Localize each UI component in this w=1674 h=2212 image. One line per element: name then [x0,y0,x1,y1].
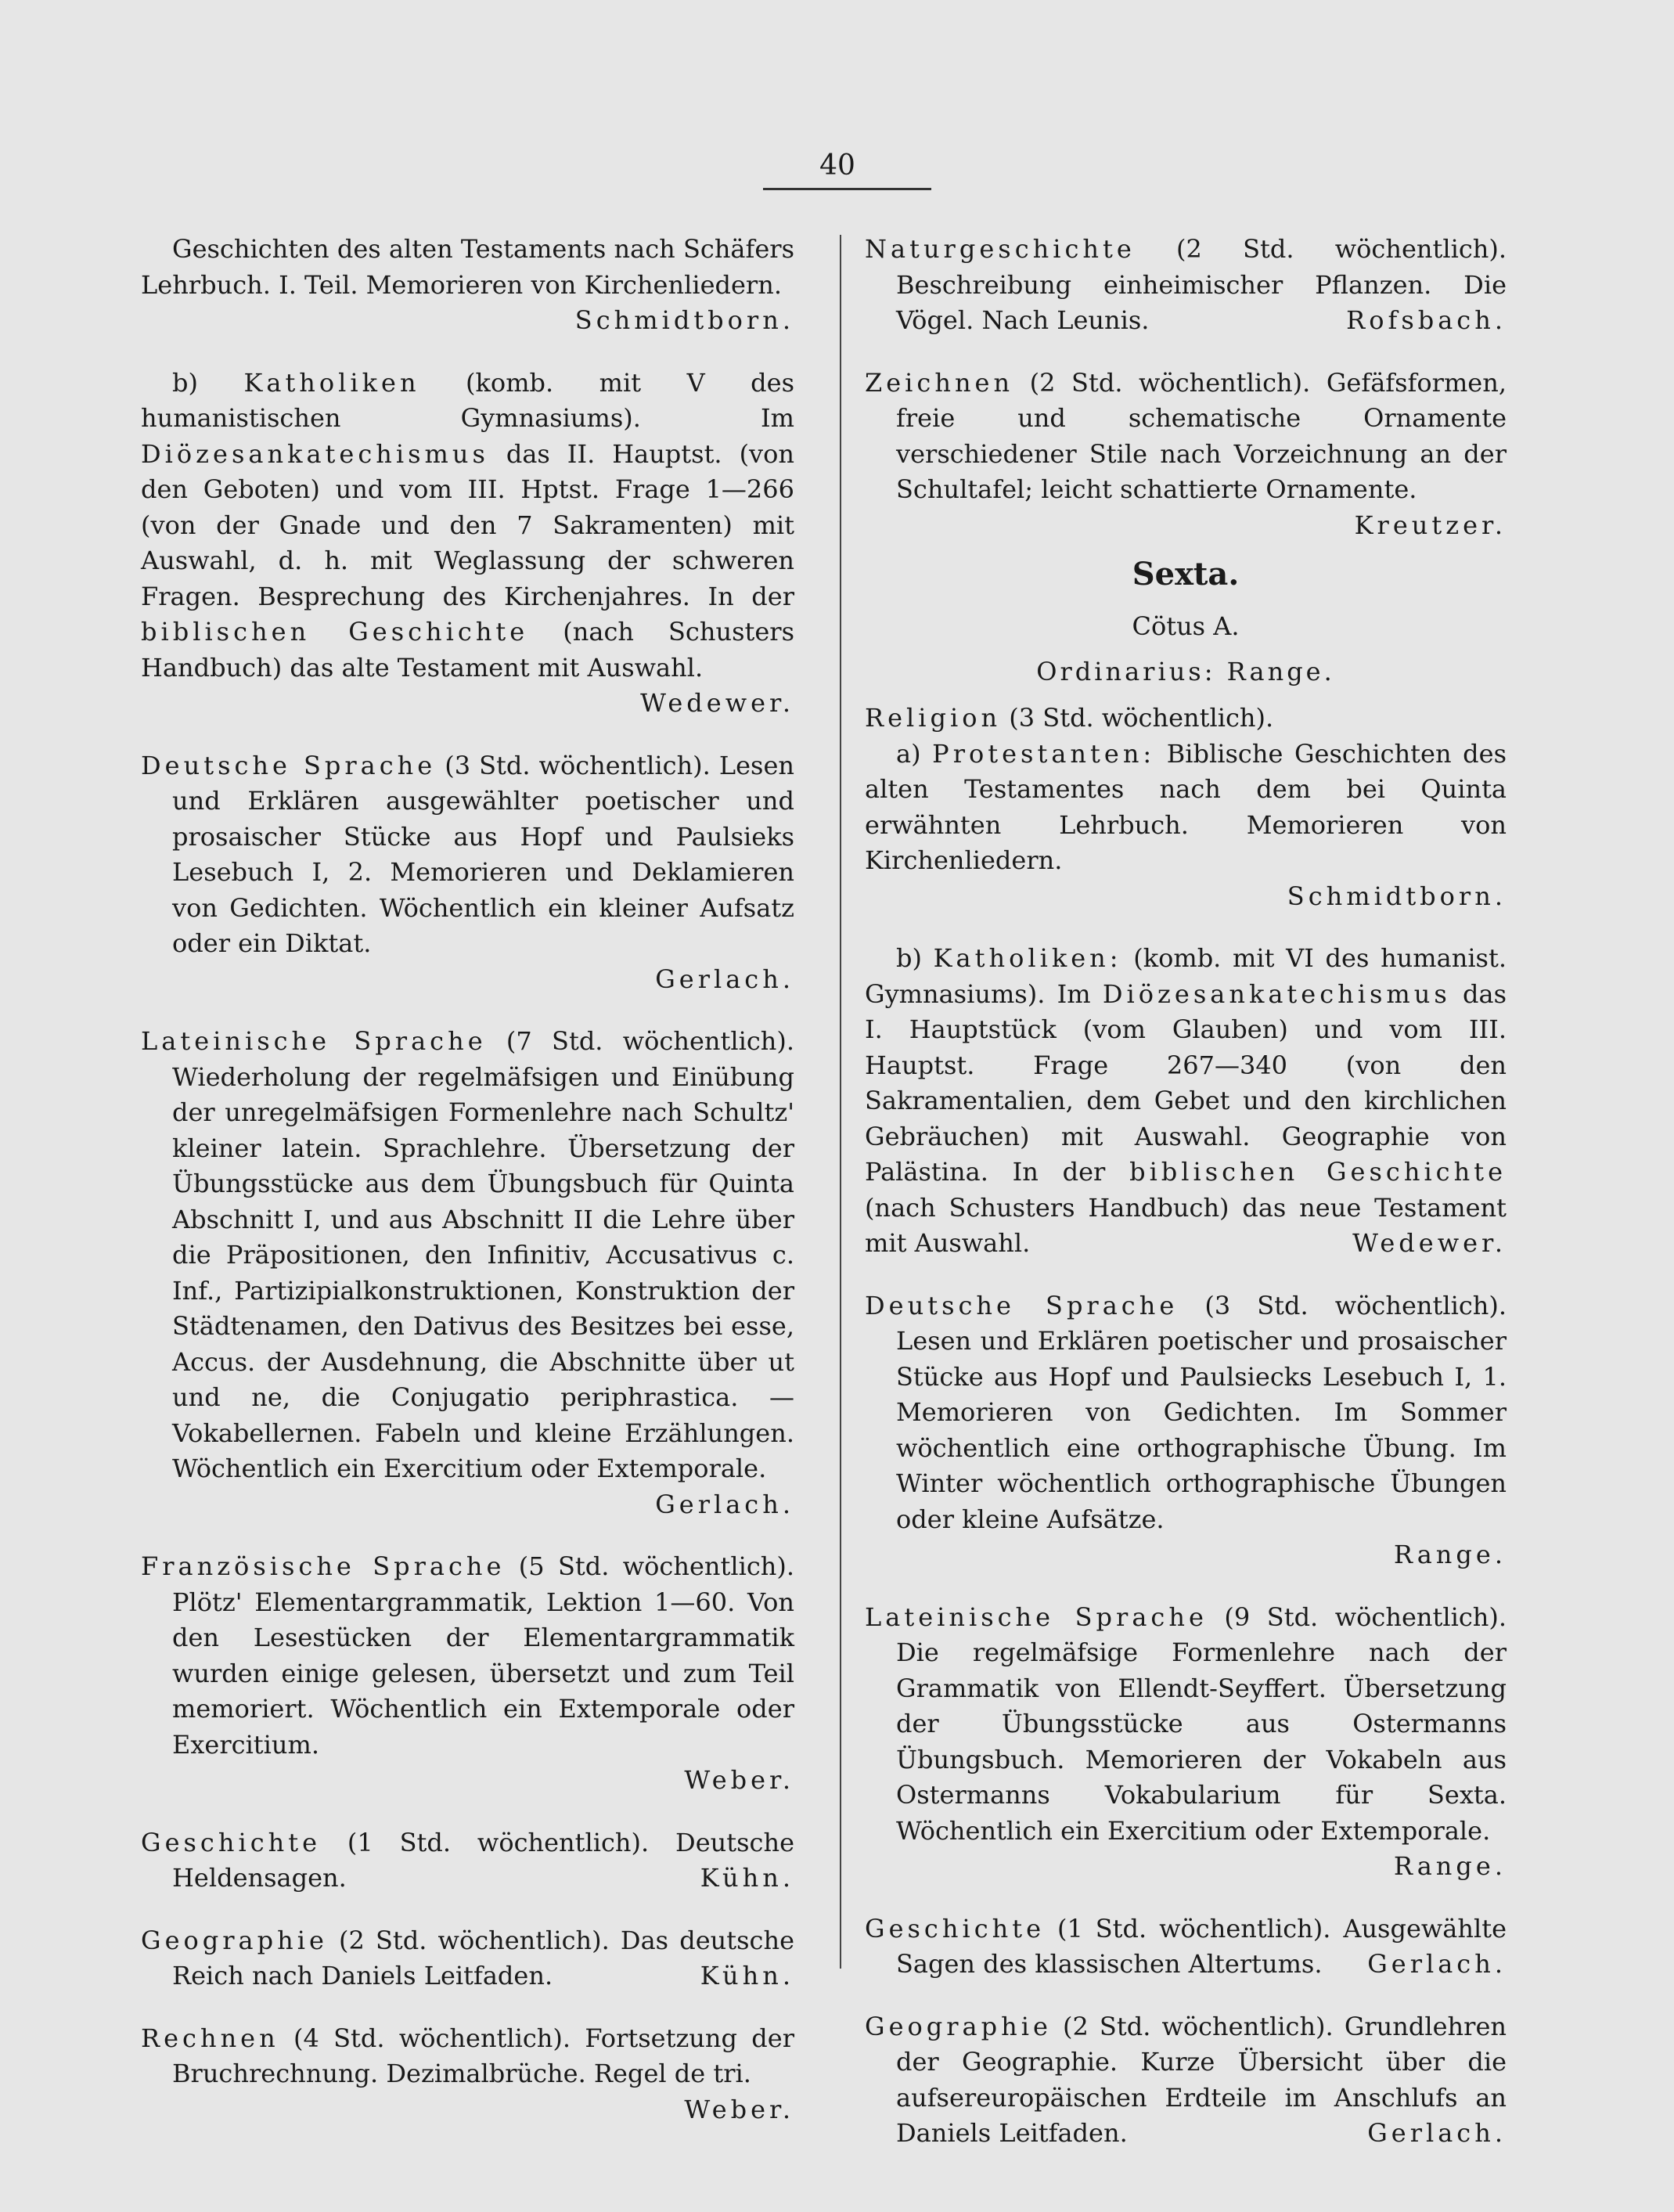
left-geographie-text: (2 Std. wöchentlich). Das deutsche Reich nach Daniels Leitfaden. [172,1925,794,1990]
right-protestanten-paragraph [865,737,1507,915]
right-zeichnen-heading: Zeichnen [865,367,1014,398]
right-geschichte-heading: Geschichte [865,1913,1046,1944]
left-katholiken-text-2: das II. Hauptst. (von den Geboten) und vom III. Hptst. Frage 1—266 (von der Gnade und den 7 Sakramenten) mit Auswahl, d. h. mit Weglassung der schweren Fragen. Besprechung des Kirchenjahres. In der [141,438,794,611]
right-katholiken-text-1: (komb. mit VI des humanist. Gymnasiums). Im [865,943,1507,1009]
left-geschichte-text: (1 Std. wöchentlich). Deutsche Heldensagen. [172,1827,794,1893]
right-religion-paragraph [865,701,1507,737]
left-geschichte-heading: Geschichte [141,1827,322,1857]
right-natur-signature: Rofsbach. [1346,305,1507,335]
right-natur-paragraph [865,232,1507,339]
left-franz-text: (5 Std. wöchentlich). Plötz' Elementargrammatik, Lektion 1—60. Von den Lesestücken der Elementargrammatik wurden einige gelesen, übersetzt und zum Teil memoriert. Wöchentlich ein Extemporale oder Exercitium. [172,1551,795,1760]
left-katholiken-paragraph [141,366,794,722]
left-geographie-paragraph [141,1923,794,1994]
right-katholiken-term: Diözesankatechismus [1102,978,1451,1009]
right-katholiken-text-2: das I. Hauptstück (vom Glauben) und vom III. Hauptst. Frage 267—340 (von den Sakramentalien, dem Gebet und den kirchlichen Gebräuchen) mit Auswahl. Geographie von Palästina. In der [865,978,1507,1187]
left-deutsch-signature: Gerlach. [655,964,794,994]
left-katholiken-heading: Katholiken [243,367,420,398]
left-latein-signature: Gerlach. [655,1489,794,1519]
right-katholiken-signature: Wedewer. [1352,1228,1507,1258]
right-protestanten-heading: Protestanten: [932,738,1156,769]
right-zeichnen-text: (2 Std. wöchentlich). Gefäfsformen, freie und schematische Ornamente verschiedener Stile nach Vorzeichnung an der Schultafel; leicht schattierte Ornamente. [896,367,1507,504]
left-katholiken-text-1: (komb. mit V des humanistischen Gymnasiums). Im [141,367,795,433]
right-geographie-signature: Gerlach. [1367,2118,1507,2148]
left-rechnen-text: (4 Std. wöchentlich). Fortsetzung der Bruchrechnung. Dezimalbrüche. Regel de tri. [172,2023,794,2088]
right-religion-heading: Religion [865,703,1002,733]
left-katholiken-signature: Wedewer. [640,688,794,718]
right-natur-heading: Naturgeschichte [865,234,1136,264]
left-katholiken-text-3: (nach Schusters Handbuch) das alte Testament mit Auswahl. [141,617,795,683]
left-deutsch-paragraph [141,748,794,998]
right-latein-paragraph [865,1600,1507,1885]
right-latein-text: (9 Std. wöchentlich). Die regelmäfsige Formenlehre nach der Grammatik von Ellendt-Seyffert. Übersetzung der Übungsstücke aus Ostermanns Übungsbuch. Memorieren der Vokabeln aus Ostermanns Vokabularium für Sexta. Wöchentlich ein Exercitium oder Extemporale. [896,1601,1507,1846]
right-katholiken-text-3: (nach Schusters Handbuch) das neue Testament mit Auswahl. [865,1192,1507,1258]
left-geographie-heading: Geographie [141,1925,328,1955]
right-protestanten-signature: Schmidtborn. [1287,881,1507,911]
page-number: 40 [819,150,855,182]
page-number-rule [763,188,931,190]
right-latein-signature: Range. [1393,1851,1507,1881]
left-continuation-text: Geschichten des alten Testaments nach Schäfers Lehrbuch. I. Teil. Memorieren von Kirchenliedern. [141,234,794,300]
right-natur-text: (2 Std. wöchentlich). Beschreibung einheimischer Pflanzen. Die Vögel. Nach Leunis. [896,234,1507,335]
left-franz-paragraph [141,1549,794,1799]
left-latein-text: (7 Std. wöchentlich). Wiederholung der regelmäfsigen und Einübung der unregelmäfsigen Formenlehre nach Schultz' kleiner latein. Sprachlehre. Übersetzung der Übungsstücke aus dem Übungsbuch für Quinta Abschnitt I, und aus Abschnitt II die Lehre über die Präpositionen, den Infinitiv, Accusativus c. Inf., Partizipialkonstruktionen, Konstruktion der Städtenamen, den Dativus des Besitzes bei esse, Accus. der Ausdehnung, die Abschnitte über ut und ne, die Conjugatio periphrastica. — Vokabellernen. Fabeln und kleine Erzählungen. Wöchentlich ein Exercitium oder Extemporale. [172,1026,794,1483]
left-column [141,232,794,2127]
right-zeichnen-paragraph [865,366,1507,544]
right-geschichte-signature: Gerlach. [1367,1949,1507,1979]
left-franz-signature: Weber. [684,1765,794,1795]
left-rechnen-paragraph [141,2021,794,2128]
left-rechnen-heading: Rechnen [141,2023,279,2053]
section-title: Sexta. [1132,556,1240,593]
right-protestanten-text: Biblische Geschichten des alten Testamentes nach dem bei Quinta erwähnten Lehrbuch. Memorieren von Kirchenliedern. [865,738,1507,875]
left-continuation-paragraph [141,232,794,339]
left-franz-heading: Französische Sprache [141,1551,506,1581]
right-geographie-text: (2 Std. wöchentlich). Grundlehren der Geographie. Kurze Übersicht über die aufsereuropäischen Erdteile im Anschlufs an Daniels Leitfaden. [896,2011,1507,2148]
left-katholiken-label: b) [172,367,244,398]
right-deutsch-paragraph [865,1288,1507,1573]
left-deutsch-text: (3 Std. wöchentlich). Lesen und Erklären ausgewählter poetischer und prosaischer Stücke aus Hopf und Paulsieks Lesebuch I, 2. Memorieren und Deklamieren von Gedichten. Wöchentlich ein kleiner Aufsatz oder ein Diktat. [172,750,795,958]
right-religion-text: (3 Std. wöchentlich). [1001,703,1274,733]
right-katholiken-heading: Katholiken: [933,943,1122,973]
right-katholiken-label: b) [896,943,934,973]
left-geographie-signature: Kühn. [700,1961,794,1990]
left-geschichte-signature: Kühn. [700,1863,794,1893]
right-deutsch-text: (3 Std. wöchentlich). Lesen und Erklären poetischer und prosaischer Stücke aus Hopf und Paulsiecks Lesebuch I, 1. Memorieren von Gedichten. Im Sommer wöchentlich eine orthographische Übung. Im Winter wöchentlich orthographische Übungen oder kleine Aufsätze. [896,1290,1507,1534]
right-katholiken-term-2: biblischen Geschichte [1129,1157,1507,1187]
coetus-label: Cötus A. [1132,611,1240,641]
right-geschichte-text: (1 Std. wöchentlich). Ausgewählte Sagen des klassischen Altertums. [896,1913,1507,1979]
left-rechnen-signature: Weber. [684,2094,794,2124]
left-katholiken-term-2: biblischen Geschichte [141,617,529,647]
left-latein-paragraph [141,1024,794,1522]
right-column [865,232,1507,2152]
right-deutsch-heading: Deutsche Sprache [865,1290,1179,1320]
right-protestanten-label: a) [896,738,933,769]
right-zeichnen-signature: Kreutzer. [1354,510,1507,540]
right-geschichte-paragraph [865,1911,1507,1983]
left-katholiken-term: Diözesankatechismus [141,438,489,469]
ordinarius-label: Ordinarius: Range. [1036,656,1335,686]
left-latein-heading: Lateinische Sprache [141,1026,487,1056]
right-geographie-heading: Geographie [865,2011,1052,2041]
left-geschichte-paragraph [141,1825,794,1897]
left-continuation-signature: Schmidtborn. [574,305,794,335]
right-katholiken-paragraph [865,941,1507,1262]
column-divider [840,235,841,1969]
right-geographie-paragraph [865,2009,1507,2152]
left-deutsch-heading: Deutsche Sprache [141,750,437,780]
right-deutsch-signature: Range. [1393,1540,1507,1569]
right-latein-heading: Lateinische Sprache [865,1601,1208,1632]
